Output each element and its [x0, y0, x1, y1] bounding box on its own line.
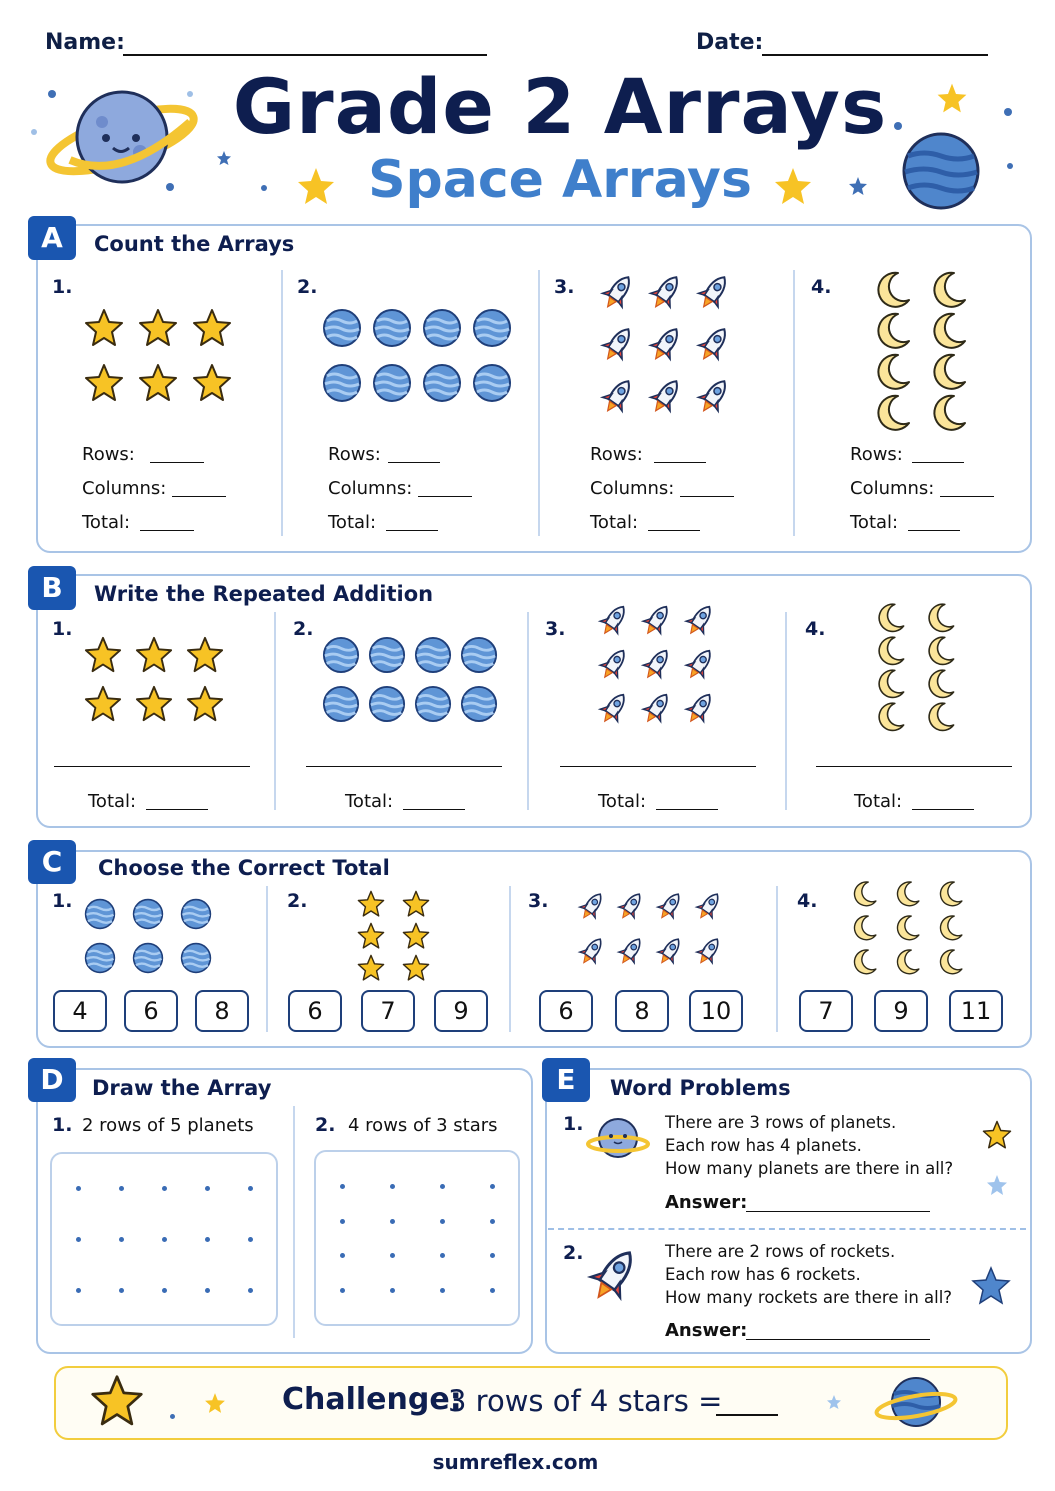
planet-icon — [424, 310, 460, 346]
word-problem-line: Each row has 6 rockets. — [665, 1265, 861, 1284]
columns-label: Columns: — [590, 478, 675, 499]
section-e-badge: E — [542, 1058, 590, 1102]
grid-dot — [390, 1253, 395, 1258]
moon-icon — [878, 314, 909, 348]
answer-choice[interactable]: 6 — [288, 990, 342, 1032]
total-answer-blank[interactable] — [648, 530, 700, 531]
rocket-icon — [615, 934, 647, 969]
rows-label: Rows: — [850, 444, 903, 465]
columns-label: Columns: — [82, 478, 167, 499]
item-number: 3. — [545, 618, 566, 640]
planet-icon — [374, 310, 410, 346]
star-icon — [86, 638, 120, 671]
total-label: Total: — [345, 791, 394, 812]
rocket-array-svg — [598, 272, 734, 416]
planet-icon — [134, 900, 163, 929]
planet-icon — [474, 365, 510, 401]
answer-label: Answer: — [665, 1192, 748, 1213]
item-number: 1. — [52, 890, 73, 912]
planet-icon — [424, 365, 460, 401]
rows-answer-blank[interactable] — [150, 462, 204, 463]
item-number: 4. — [811, 276, 832, 298]
moon-icon — [878, 355, 909, 389]
repeated-addition-blank[interactable] — [816, 766, 1012, 767]
rocket-icon — [682, 689, 718, 728]
grid-dot — [490, 1253, 495, 1258]
grid-dot — [248, 1288, 253, 1293]
challenge-label: Challenge: — [282, 1382, 462, 1417]
section-d-title: Draw the Array — [92, 1076, 272, 1100]
star-icon — [403, 891, 428, 916]
total-answer-blank[interactable] — [386, 530, 438, 531]
columns-label: Columns: — [850, 478, 935, 499]
moon-icon — [934, 314, 965, 348]
drawing-dot-grid[interactable] — [50, 1152, 278, 1326]
item-number: 1. — [52, 276, 73, 298]
moon-icon — [934, 273, 965, 307]
rocket-icon — [576, 889, 608, 924]
star-icon — [403, 955, 428, 980]
ringed-planet-icon — [586, 1114, 648, 1164]
planet-icon — [324, 310, 360, 346]
item-number: 1. — [52, 1114, 73, 1136]
star-decoration-icon — [982, 1120, 1012, 1150]
moon-icon — [879, 604, 903, 631]
moon-icon — [879, 703, 903, 730]
star-array — [84, 636, 224, 727]
rocket-icon — [598, 374, 638, 417]
star-icon — [403, 923, 428, 948]
total-label: Total: — [850, 512, 899, 533]
moon-icon — [929, 604, 953, 631]
moon-icon — [897, 950, 918, 974]
star-icon — [140, 310, 176, 345]
columns-label: Columns: — [328, 478, 413, 499]
date-label: Date: — [696, 30, 764, 55]
planet-icon — [416, 687, 450, 721]
star-icon — [188, 638, 222, 671]
rocket-icon — [693, 934, 725, 969]
planet-icon — [324, 687, 358, 721]
moon-icon — [854, 950, 875, 974]
repeated-addition-blank[interactable] — [54, 766, 250, 767]
star-array-svg — [84, 308, 232, 403]
planet-array — [322, 636, 498, 727]
rocket-array-svg — [576, 890, 725, 967]
rocket-icon — [694, 322, 734, 365]
planet-icon — [86, 944, 115, 973]
draw-prompt: 2 rows of 5 planets — [82, 1115, 254, 1136]
planet-icon — [416, 638, 450, 672]
answer-choice[interactable]: 10 — [689, 990, 743, 1032]
rocket-array — [576, 890, 725, 971]
section-a-title: Count the Arrays — [94, 232, 295, 256]
name-label: Name: — [45, 30, 125, 55]
word-problem-line: There are 2 rows of rockets. — [665, 1242, 896, 1261]
total-label: Total: — [82, 512, 131, 533]
answer-choice[interactable]: 7 — [361, 990, 415, 1032]
columns-answer-blank[interactable] — [418, 496, 472, 497]
grid-dot — [440, 1184, 445, 1189]
page-subtitle: Space Arrays — [368, 150, 752, 210]
rocket-icon — [576, 934, 608, 969]
moon-icon — [879, 637, 903, 664]
moon-icon — [934, 355, 965, 389]
star-icon — [90, 1374, 144, 1428]
total-label: Total: — [328, 512, 377, 533]
answer-label: Answer: — [665, 1320, 748, 1341]
item-number: 2. — [287, 890, 308, 912]
rocket-icon — [646, 322, 686, 365]
rocket-icon — [598, 270, 638, 313]
planet-array-svg — [84, 898, 212, 974]
grid-dot — [162, 1237, 167, 1242]
planet-icon — [462, 638, 496, 672]
total-label: Total: — [598, 791, 647, 812]
rocket-array — [596, 602, 718, 730]
item-number: 4. — [797, 890, 818, 912]
section-b-title: Write the Repeated Addition — [94, 582, 434, 606]
grid-dot — [340, 1184, 345, 1189]
grid-dot — [390, 1184, 395, 1189]
grid-dot — [76, 1237, 81, 1242]
section-c-badge: C — [28, 840, 76, 884]
rocket-icon — [654, 889, 686, 924]
moon-icon — [879, 670, 903, 697]
rocket-icon — [646, 374, 686, 417]
rocket-icon — [639, 689, 675, 728]
moon-icon — [934, 396, 965, 430]
answer-choice[interactable]: 8 — [195, 990, 249, 1032]
word-problem-line: How many planets are there in all? — [665, 1159, 954, 1178]
grid-dot — [340, 1219, 345, 1224]
grid-dot — [248, 1186, 253, 1191]
total-answer-blank[interactable] — [146, 809, 208, 810]
moon-array-svg — [874, 602, 956, 733]
moon-icon — [897, 916, 918, 940]
star-icon — [86, 365, 122, 400]
section-e-title: Word Problems — [610, 1076, 791, 1100]
answer-choice[interactable]: 9 — [434, 990, 488, 1032]
rocket-array — [598, 272, 734, 420]
answer-choice[interactable]: 4 — [53, 990, 107, 1032]
planet-icon — [324, 638, 358, 672]
rocket-icon — [694, 270, 734, 313]
item-number: 2. — [293, 618, 314, 640]
moon-icon — [940, 916, 961, 940]
answer-choice[interactable]: 11 — [949, 990, 1003, 1032]
columns-answer-blank[interactable] — [940, 496, 994, 497]
total-answer-blank[interactable] — [656, 809, 718, 810]
total-answer-blank[interactable] — [140, 530, 194, 531]
grid-dot — [390, 1288, 395, 1293]
date-field[interactable] — [762, 54, 988, 56]
total-label: Total: — [854, 791, 903, 812]
moon-icon — [940, 950, 961, 974]
word-problem-line: How many rockets are there in all? — [665, 1288, 953, 1307]
blue-star-decoration-icon — [970, 1266, 1012, 1306]
dot-decoration — [170, 1414, 175, 1419]
grid-dot — [490, 1288, 495, 1293]
grid-dot — [440, 1288, 445, 1293]
grid-dot — [119, 1186, 124, 1191]
moon-icon — [929, 637, 953, 664]
star-icon — [86, 310, 122, 345]
rocket-icon — [639, 645, 675, 684]
moon-icon — [929, 703, 953, 730]
grid-dot — [205, 1186, 210, 1191]
section-c-title: Choose the Correct Total — [98, 856, 390, 880]
rows-label: Rows: — [590, 444, 643, 465]
section-a-badge: A — [28, 216, 76, 260]
rows-label: Rows: — [328, 444, 381, 465]
footer-site: sumreflex.com — [432, 1450, 599, 1474]
moon-icon — [878, 396, 909, 430]
section-d-badge: D — [28, 1058, 76, 1102]
planet-icon — [474, 310, 510, 346]
answer-choice[interactable]: 8 — [615, 990, 669, 1032]
answer-choice[interactable]: 6 — [124, 990, 178, 1032]
ringed-planet-icon — [874, 1372, 958, 1432]
planet-icon — [462, 687, 496, 721]
rocket-icon — [694, 374, 734, 417]
rocket-icon — [596, 645, 632, 684]
star-icon — [86, 687, 120, 720]
word-problem-line: There are 3 rows of planets. — [665, 1113, 897, 1132]
small-star-decoration-icon — [986, 1174, 1008, 1196]
star-array — [357, 890, 430, 986]
grid-dot — [162, 1288, 167, 1293]
small-star-decoration-icon — [826, 1394, 842, 1410]
grid-dot — [76, 1288, 81, 1293]
item-number: 2. — [563, 1242, 584, 1264]
grid-dot — [205, 1237, 210, 1242]
item-number: 1. — [52, 618, 73, 640]
planet-array — [84, 898, 212, 978]
total-answer-blank[interactable] — [908, 530, 960, 531]
small-star-decoration-icon — [204, 1392, 226, 1414]
rocket-icon — [639, 601, 675, 640]
columns-answer-blank[interactable] — [680, 496, 734, 497]
answer-blank[interactable] — [746, 1339, 930, 1340]
star-array-svg — [84, 636, 224, 723]
planet-icon — [374, 365, 410, 401]
total-answer-blank[interactable] — [403, 809, 465, 810]
rows-answer-blank[interactable] — [654, 462, 706, 463]
grid-dot — [119, 1237, 124, 1242]
star-array-svg — [357, 890, 430, 982]
star-icon — [358, 891, 383, 916]
star-icon — [140, 365, 176, 400]
word-problem-line: Each row has 4 planets. — [665, 1136, 862, 1155]
star-icon — [137, 687, 171, 720]
moon-icon — [940, 882, 961, 906]
moon-array — [850, 880, 964, 980]
planet-array-svg — [322, 308, 512, 403]
planet-icon — [324, 365, 360, 401]
divider — [548, 1228, 1026, 1230]
item-number: 2. — [297, 276, 318, 298]
moon-icon — [929, 670, 953, 697]
planet-icon — [370, 638, 404, 672]
rocket-icon — [615, 889, 647, 924]
rocket-icon — [646, 270, 686, 313]
grid-dot — [440, 1219, 445, 1224]
moon-array — [872, 270, 968, 437]
grid-dot — [76, 1186, 81, 1191]
planet-icon — [86, 900, 115, 929]
grid-dot — [119, 1288, 124, 1293]
draw-prompt: 4 rows of 3 stars — [348, 1115, 498, 1136]
page-title: Grade 2 Arrays — [232, 62, 888, 151]
planet-array-svg — [322, 636, 498, 723]
item-number: 1. — [563, 1113, 584, 1135]
repeated-addition-blank[interactable] — [560, 766, 756, 767]
planet-icon — [134, 944, 163, 973]
total-label: Total: — [88, 791, 137, 812]
rocket-icon — [654, 934, 686, 969]
rocket-icon — [584, 1240, 644, 1310]
grid-dot — [440, 1253, 445, 1258]
star-array — [84, 308, 232, 407]
rocket-icon — [596, 689, 632, 728]
rocket-array-svg — [596, 602, 718, 726]
drawing-dot-grid[interactable] — [314, 1150, 520, 1326]
repeated-addition-blank[interactable] — [306, 766, 502, 767]
star-icon — [188, 687, 222, 720]
rocket-icon — [596, 601, 632, 640]
section-b-badge: B — [28, 566, 76, 610]
star-icon — [194, 310, 230, 345]
rocket-icon — [682, 601, 718, 640]
star-icon — [358, 923, 383, 948]
sky-dots-decoration — [20, 80, 1040, 210]
rows-answer-blank[interactable] — [912, 462, 964, 463]
moon-array — [874, 602, 956, 737]
moon-array-svg — [872, 270, 968, 433]
answer-choice[interactable]: 7 — [799, 990, 853, 1032]
planet-icon — [370, 687, 404, 721]
grid-dot — [162, 1186, 167, 1191]
rows-answer-blank[interactable] — [388, 462, 440, 463]
challenge-answer-blank[interactable] — [716, 1414, 778, 1416]
grid-dot — [340, 1253, 345, 1258]
star-icon — [358, 955, 383, 980]
item-number: 4. — [805, 618, 826, 640]
answer-blank[interactable] — [746, 1211, 930, 1212]
rocket-icon — [693, 889, 725, 924]
rocket-icon — [682, 645, 718, 684]
answer-choice[interactable]: 6 — [539, 990, 593, 1032]
grid-dot — [248, 1237, 253, 1242]
answer-choice[interactable]: 9 — [874, 990, 928, 1032]
star-icon — [194, 365, 230, 400]
grid-dot — [390, 1219, 395, 1224]
grid-dot — [490, 1184, 495, 1189]
planet-array — [322, 308, 512, 407]
planet-icon — [182, 944, 211, 973]
total-answer-blank[interactable] — [912, 809, 974, 810]
moon-icon — [878, 273, 909, 307]
columns-answer-blank[interactable] — [172, 496, 226, 497]
rows-label: Rows: — [82, 444, 135, 465]
total-label: Total: — [590, 512, 639, 533]
challenge-text: 3 rows of 4 stars = — [448, 1384, 723, 1418]
moon-icon — [854, 916, 875, 940]
planet-icon — [182, 900, 211, 929]
moon-icon — [854, 882, 875, 906]
star-icon — [137, 638, 171, 671]
item-number: 3. — [528, 890, 549, 912]
grid-dot — [340, 1288, 345, 1293]
name-field[interactable] — [123, 54, 487, 56]
rocket-icon — [598, 322, 638, 365]
grid-dot — [205, 1288, 210, 1293]
item-number: 2. — [315, 1114, 336, 1136]
moon-icon — [897, 882, 918, 906]
item-number: 3. — [554, 276, 575, 298]
grid-dot — [490, 1219, 495, 1224]
moon-array-svg — [850, 880, 964, 976]
